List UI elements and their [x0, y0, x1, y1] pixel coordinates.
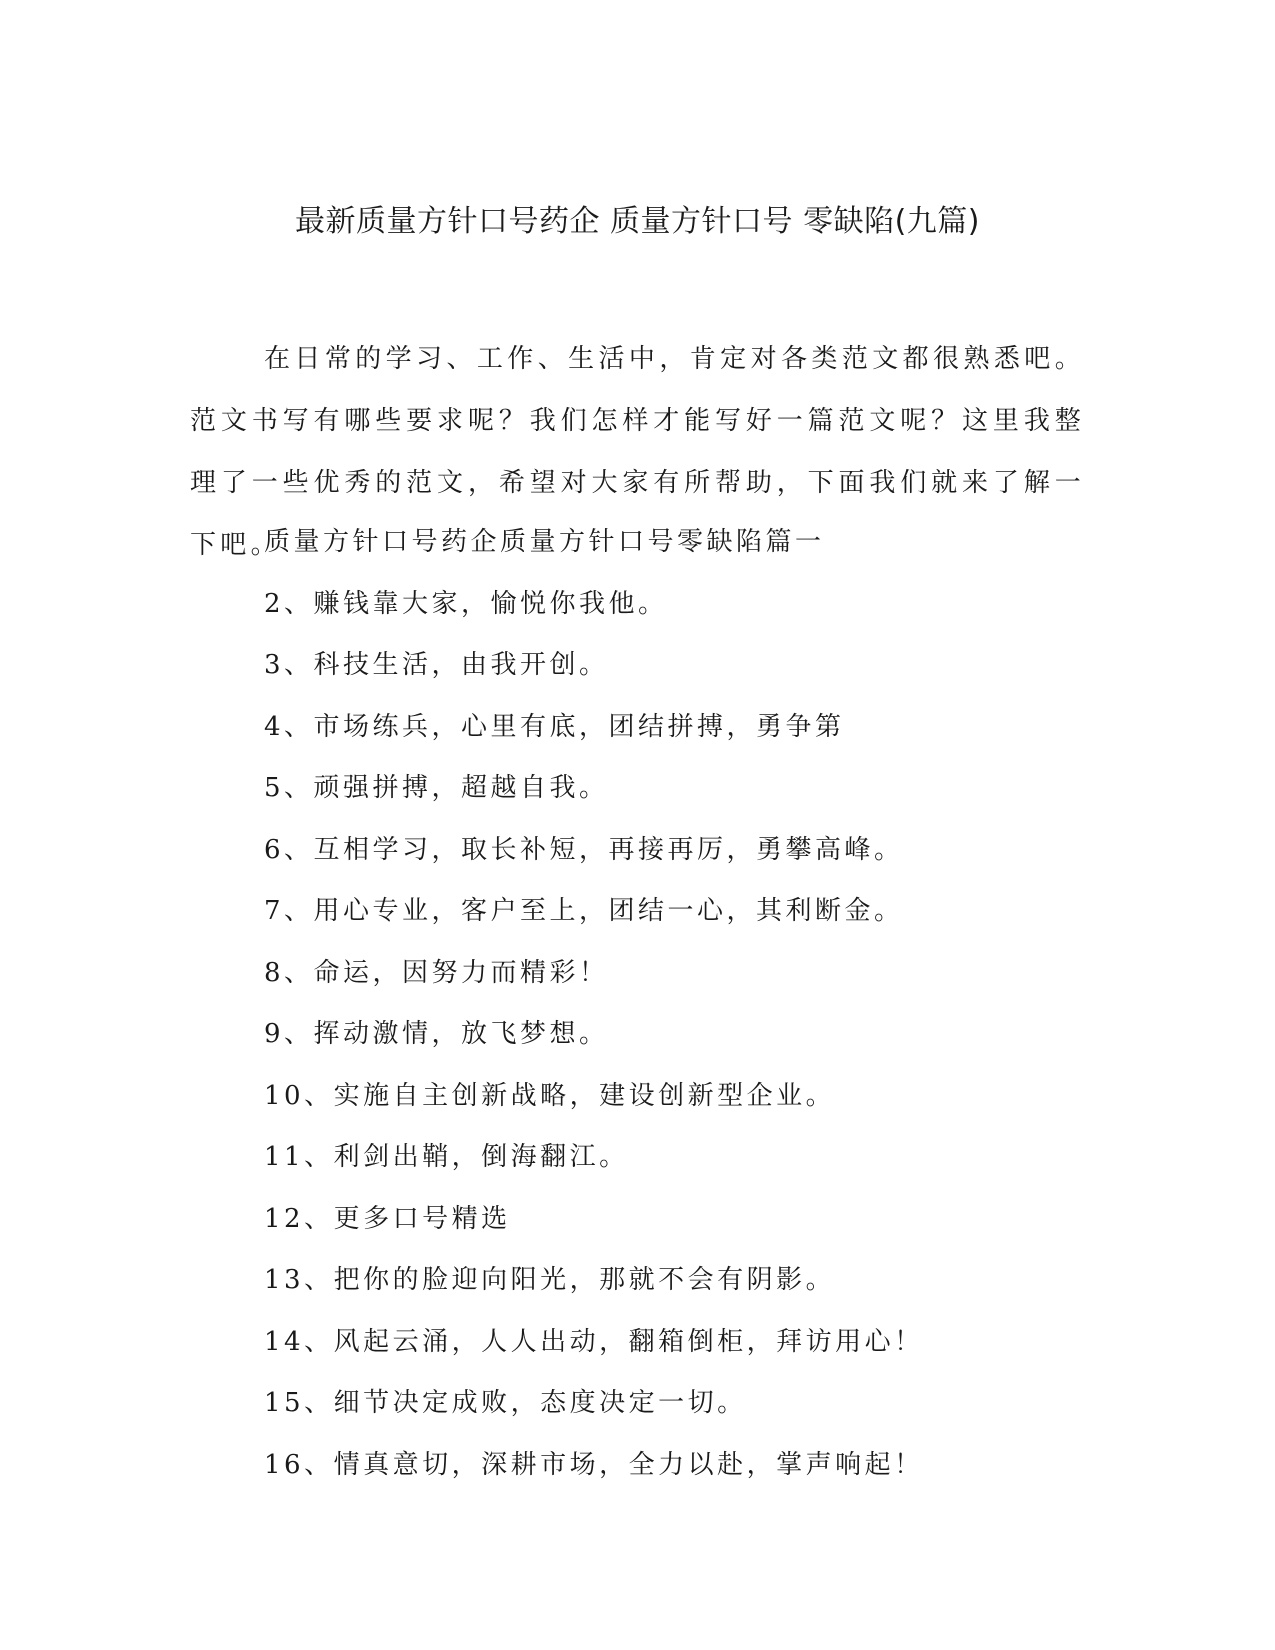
list-item: 12、更多口号精选: [264, 1203, 511, 1234]
list-item: 3、科技生活，由我开创。: [264, 650, 609, 680]
list-item: 8、命运，因努力而精彩！: [264, 957, 609, 988]
intro-paragraph: 在日常的学习、工作、生活中，肯定对各类范文都很熟悉吧。范文书写有哪些要求呢？我们怎样才能写好一篇范文呢？这里我整理了一些优秀的范文，希望对大家有所帮助，下面我们就来了解一下吧。: [190, 344, 1085, 560]
list-item: 11、利剑出鞘，倒海翻江。: [264, 1142, 629, 1172]
list-item: 10、实施自主创新战略，建设创新型企业。: [264, 1080, 836, 1111]
list-item: 5、顽强拼搏，超越自我。: [264, 773, 609, 803]
slogan-list: [264, 512, 1104, 1496]
list-item: 4、市场练兵，心里有底，团结拼搏，勇争第: [264, 711, 845, 742]
list-item: 6、互相学习，取长补短，再接再厉，勇攀高峰。: [264, 834, 904, 865]
list-item: 7、用心专业，客户至上，团结一心，其利断金。: [264, 896, 904, 926]
list-item: 13、把你的脸迎向阳光，那就不会有阴影。: [264, 1265, 836, 1295]
document-title: 最新质量方针口号药企 质量方针口号 零缺陷(九篇): [295, 204, 980, 239]
section-heading: 质量方针口号药企质量方针口号零缺陷篇一: [264, 527, 825, 557]
list-item: 16、情真意切，深耕市场，全力以赴，掌声响起！: [264, 1449, 924, 1480]
list-item: 9、挥动激情，放飞梦想。: [264, 1019, 609, 1049]
list-item: 14、风起云涌，人人出动，翻箱倒柜，拜访用心！: [264, 1326, 924, 1357]
list-item: 2、赚钱靠大家，愉悦你我他。: [264, 588, 668, 619]
list-item: 15、细节决定成败，态度决定一切。: [264, 1388, 747, 1418]
